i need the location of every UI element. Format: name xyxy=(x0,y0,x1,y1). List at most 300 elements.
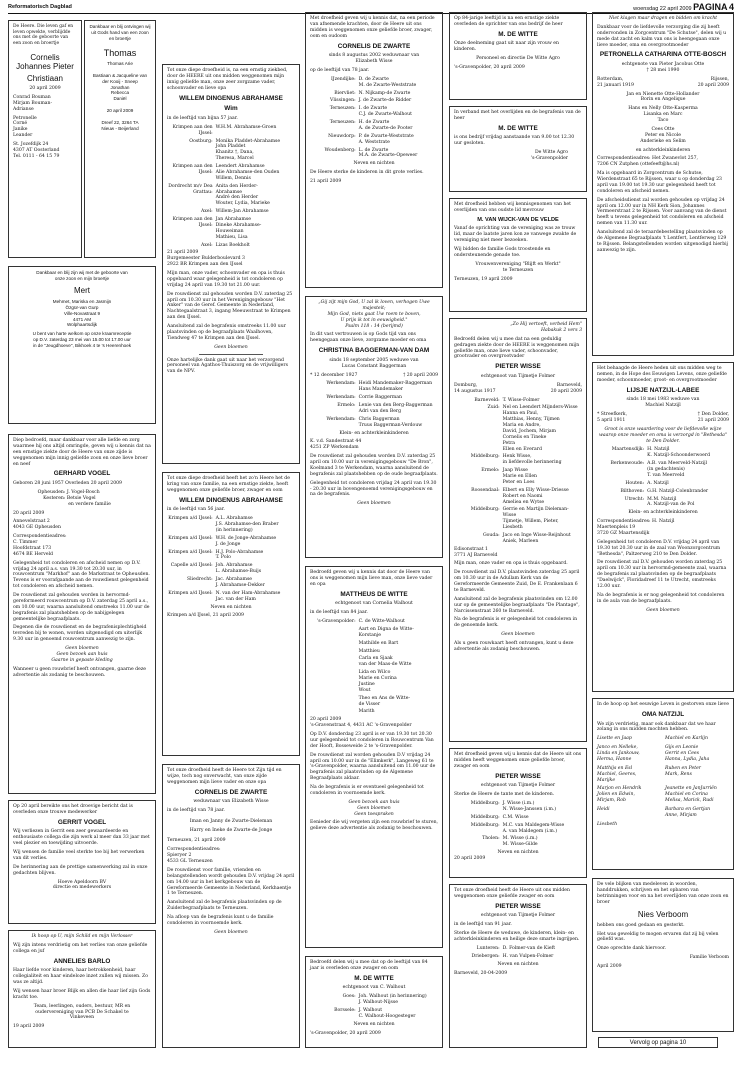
body-text: De herinnering aan de prettige samenwerking zal in onze gedachten blijven. xyxy=(13,864,148,876)
family-entry-place: Middelburg: xyxy=(470,454,500,460)
family-entry-place xyxy=(310,649,359,655)
spouse: sinds 18 september 2005 weduwe van Lucas Constant Baggerman xyxy=(329,357,419,369)
lifespan: Rotterdam, 21 januari 1919 Rijssen, 20 april 2009 xyxy=(597,76,729,88)
ad-date: 21 april 2009 xyxy=(167,250,199,256)
family-entry-place: Tholen: xyxy=(482,836,500,842)
ad-intro: Bedroefd geven wij u kennis dat door de Heere van ons is weggenomen mijn lieve man, onze lieve vader en opa xyxy=(310,570,433,587)
ad-death-mdewitte-inlaws xyxy=(305,956,443,1048)
family-entry-place xyxy=(310,670,359,694)
quote: „Gij zijt mijn God, U zal ik loven, verhogen Uwe majesteit; Mijn God, niets gaat Uw roem te boven, U prijs ik tot in eeuwigheid." Psalm 118 : 14 (berijmd) xyxy=(318,300,430,329)
grandchildren-grid xyxy=(597,736,729,830)
grandchild-entry: Heidi xyxy=(597,807,610,813)
family-entry xyxy=(167,139,295,163)
body-text: Eenieder die wij vergeten zijn een rouwbrief te sturen, gelieve deze advertentie als zodanig te beschouwen. xyxy=(310,820,439,832)
family-entry-names: A.B. van Meerveld-Natzijl (in gedachtenis) T. van Meerveld xyxy=(647,461,707,478)
family-extra: en verdere familie xyxy=(68,501,111,507)
family-entry-names: Matthieu xyxy=(358,648,380,654)
body-text: Haar liefde voor kinderen, haar betrokkenheid, haar collegialiteit en haar eindeloze inzet zullen wij missen. Zo was ze altijd. xyxy=(13,968,148,986)
body-text: Onze deelneming gaat uit naar zijn vrouw en kinderen. xyxy=(454,41,559,53)
family-list xyxy=(310,994,438,1020)
grandchildren: Klein- en achterkleinkinderen xyxy=(628,510,698,516)
family-entry-names: Marith xyxy=(358,709,375,715)
ad-death-pieter-siblings xyxy=(449,748,587,878)
child-nickname: Thomas Arie xyxy=(107,60,133,66)
body-text: Gelegenheid tot condoleren D.V. vrijdag 24 april van 19.30 tot 20.30 uur in de zaal van Woonzorgcentrum "Bethesda", Paltzerweg 210 te Den Dolder. xyxy=(597,539,721,557)
family-entry xyxy=(310,381,438,393)
deceased-name: M. DE WITTE xyxy=(354,974,394,982)
family-entry-place: Krimpen a/d IJssel: xyxy=(168,590,213,596)
family-list xyxy=(167,125,295,249)
ad-date: 20 april 2009 xyxy=(454,856,486,862)
family-entry xyxy=(310,98,438,104)
place-date: Terneuzen, 21 april 2009 xyxy=(167,838,226,844)
family-list xyxy=(597,447,729,508)
body-text: Vanaf de oprichting van de vereniging was ze trouw lid, maar de laatste jaren kon ze vanwege zwakte de vereniging niet meer bezoeken. xyxy=(454,226,577,244)
ad-death-mattheus xyxy=(305,566,443,948)
family-entry-names: H. de Zwarte A. de Zwarte-de Pooter xyxy=(358,120,413,131)
family-entry-names: N. van der Ham-Abrahamse Jac. van der Ham xyxy=(215,590,281,602)
age: in de leeftijd van bijna 57 jaar. xyxy=(167,115,238,121)
signature: Vrouwenvereniging "Blijft en Werkt" te Terneuzen xyxy=(475,261,561,273)
ad-date: 20 april 2009 xyxy=(13,510,45,516)
grandchild-entry: Jeanette en JanJurriën Machiel en Corina Melisa, Marick, Rudi xyxy=(665,786,717,804)
no-flowers: Geen bloemen xyxy=(501,632,535,638)
ad-intro: Bedroefd delen wij u mee dat op de leeftijd van 84 jaar is overleden onze zwager en oom xyxy=(310,960,428,971)
family-list xyxy=(167,516,295,602)
deceased-name: CHRISTINA BAGGERMAN-VAN DAM xyxy=(318,347,430,355)
deceased-name: MATTHEUS DE WITTE xyxy=(340,590,408,598)
family-entry-place: Krimpen a/d IJssel: xyxy=(168,549,213,555)
grandchild-entry: Gijs en Leonie Gerrit en Cees Hanna, Lydia, Jaha xyxy=(665,745,710,762)
family-entry-names: Joh. Abrahamse L. Abrahamse-Buijs xyxy=(215,563,262,575)
family-entry-place: Terneuzen: xyxy=(329,120,356,126)
ad-intro: Dankbaar en blij ontvingen wij uit Gods hand van een zoon en broertje xyxy=(89,24,151,41)
ad-death-pieter-family xyxy=(449,318,587,742)
ad-death-mdewitte-company xyxy=(449,12,587,100)
ad-birth-cornelis xyxy=(8,20,82,258)
family-entry-names: H. Natzijl K. Natzijl-Schoonderwoerd xyxy=(647,447,711,459)
signature: De Witte Agro 's-Gravenpolder xyxy=(530,150,568,162)
family-entry-names: Jan Abrahamse Dineke Abrahamse- Houweiman Mathieu, Lisa xyxy=(215,217,262,240)
body-text: De rouwdienst zal gehouden worden in hervormd-gereformeerd rouwcentrum op D.V. zaterdag 25 april a.s., om 10.00 uur, waarna aansluitend omstreeks 11.00 uur de begrafenis zal plaatshebben op de nabijgelegen gemeentelijke begraafplaats. xyxy=(13,593,150,622)
body-text: Aansluitend zal de begrafenis plaatsvinden om 12.00 uur op de gemeentelijke begraafplaats "De Plantage", Narcissenstraat 260 te Barneveld. xyxy=(454,596,580,614)
family-entry-place: Nieuwdorp: xyxy=(328,133,356,139)
family: Hans en Nelly Otte-Kasperma Lisanka en Marc Taco xyxy=(628,106,698,124)
body-text: Op D.V. donderdag 23 april is er van 19.30 tot 20.30 uur gelegenheid tot condoleren in Rouwcentrum Van der Hooft, Bosseweide 2 te 's-Gravenpolder. xyxy=(310,732,434,749)
no-visits: Geen bezoek aan huis xyxy=(348,799,400,805)
deceased-name: PIETER WISSE xyxy=(495,363,541,371)
family-entry xyxy=(310,1008,438,1020)
body-text: De rouwdienst zal gehouden worden D.V. zaterdag 25 april om 10.00 uur in verenigingsgebouw "De Bron", Koelmand 3 te Werkendam, waarna aansluitend de begrafenis zal plaatshebben op de oude begraafplaats. xyxy=(310,454,438,477)
body-text: Mijn man, onze vader en opa is thuis opgebaard. xyxy=(454,561,568,567)
family-entry xyxy=(167,209,295,215)
no-flowers: Geen bloemen xyxy=(357,501,391,507)
spouse: sinds 18 mei 1983 weduwe van Machiel Natzijl xyxy=(626,397,700,409)
family-entry xyxy=(167,577,295,589)
nephews: Neven en nichten xyxy=(497,850,539,856)
family-entry-names: M. Wisse (i.m.) M. Wisse-Gilde xyxy=(502,836,538,848)
deceased-name: CORNELIS DE ZWARTE xyxy=(337,42,411,50)
family-entry-names: Nel en Leendert Mijnders-Wisse Hanna en Paul, Matthias, Henny, Tijmen Maria en Andre, David, Jochem, Mirjam Cornelis en Tineke Petra Ellen en Everard xyxy=(502,405,578,452)
ad-date: 21 april 2009 xyxy=(310,179,342,185)
grandchild-entry: Matthijs en Esl Machiel, Geeres, Marijke xyxy=(597,765,637,783)
family-entry xyxy=(454,801,582,813)
birth-date: 20 april 2009 xyxy=(29,86,61,92)
family-entry-names: Chris Baggerman Truus Baggerman-Verdouw xyxy=(358,416,423,428)
family-entry xyxy=(597,497,729,509)
body-text: Gelegenheid tot condoleren vrijdag 24 april van 19.30 - 20.30 uur in bovengenoemd verenigingsgebouw en na de begrafenis. xyxy=(310,480,437,498)
family-entry-names: W.H. de Jonge-Abrahamse J. de Jonge xyxy=(215,535,277,547)
body-text: We zijn verdrietig, maar ook dankbaar dat we haar zolang in ons midden mochten hebben. xyxy=(597,721,716,733)
divider xyxy=(199,354,263,355)
body-text: Sterke de Heere de weduwe, de kinderen, klein- en achterkleinkinderen en heilige deze smarte ingrijpen. xyxy=(454,931,580,943)
family-entry-names: Jac. Abrahamse J. Abrahamse-Dekker xyxy=(215,577,265,588)
family-entry xyxy=(310,656,438,668)
family-entry-place: Dordrecht m/v Dea Grattau: xyxy=(168,183,213,195)
family-entry-names: T. Wisse-Folmer xyxy=(502,397,540,403)
family-entry-place: Middelburg: xyxy=(470,801,500,807)
family-entry-place: Roosendaal: xyxy=(471,487,500,493)
ad-intro: Op 20 april bereikte ons het droevige bericht dat is overleden onze trouwe medewerker xyxy=(13,804,133,815)
family-entry xyxy=(310,148,438,160)
ad-birth-mert xyxy=(8,266,156,424)
ad-death-wim-family xyxy=(162,64,300,464)
ad-death-wim-siblings xyxy=(162,472,300,756)
ad-date: Terneuzen, 19 april 2009 xyxy=(454,276,513,282)
no-flowers: Geen bloemen xyxy=(646,607,680,613)
body-text: Het was geweldig te mogen ervaren dat zij bij velen geliefd was. xyxy=(597,931,719,943)
family-entry-place: Axel: xyxy=(200,242,213,248)
ad-date: 20 april 2009 xyxy=(310,717,342,723)
correspondence-label: Correspondentieadres: xyxy=(167,847,221,853)
family-entry-place: Bilthoven: xyxy=(620,488,645,494)
parents: Conrad Bouman Mirjam Bouman- Adrianse xyxy=(13,94,53,112)
family-entry xyxy=(310,403,438,415)
age: in de leeftijd van 78 jaar. xyxy=(167,808,225,814)
body-text: Ma is opgebaard in Zorgcentrum de Schutse, Wierdenstraat 65 te Rijssen, waar u op donderdag 23 april van 19.00 tot 19.30 uur gelegenheid heeft tot condoleren en afscheid nemen. xyxy=(597,171,722,194)
family-entry xyxy=(310,670,438,694)
lifespan: Geboren 28 juni 1957 Overleden 20 april 2009 xyxy=(13,481,122,487)
correspondence: Correspondentieadres: Het Zwanevlot 257, 7206 CN Zutphen (ottefeeft@hs.nl) xyxy=(597,156,698,168)
age: in de leeftijd van 84 jaar. xyxy=(310,610,368,616)
body-text: Sterke de Heere de tante met de kinderen. xyxy=(454,792,555,798)
ad-intro: In de hoop op het eeuwige Leven is gestorven onze lieve xyxy=(597,702,729,707)
family-entry-names: J. Walhout C. Walhout-Hoogesteger xyxy=(358,1008,416,1019)
family-entry-names: D. Folmer-van de Kieft xyxy=(502,945,556,951)
family-entry-place xyxy=(310,696,359,708)
deceased-name: OMA NATZIJL xyxy=(641,710,685,718)
body-text: Onze oprechte dank hiervoor. xyxy=(597,946,667,952)
ad-intro: Dankbaar voor de liefdevolle verzorging die zij heeft ondervonden in Zorgcentrum "De Schutse", delen wij u mede dat zacht en kalm van ons is heengegaan onze lieve moeder, oma en overgrootmoeder xyxy=(597,24,727,48)
ad-date: Barneveld, 20-04-2009 xyxy=(454,970,508,976)
family-list xyxy=(454,946,582,960)
family-entry xyxy=(454,454,582,466)
grandchildren: en achterkleinkinderen xyxy=(635,147,691,153)
correspondence-label: Correspondentieadres: xyxy=(13,534,67,540)
address: Burgemeester Bulderboulevard 3 2922 BR Krimpen aan den IJssel xyxy=(167,256,245,268)
family-entry-place: Oostburg: xyxy=(189,138,213,144)
spouse: sinds 8 augustus 2002 weduwnaar van Elizabeth Wisse xyxy=(328,53,420,65)
family-entry-place: Krimpen aan den IJssel: xyxy=(172,124,213,136)
family-entry xyxy=(167,591,295,603)
nephews: Neven en nichten xyxy=(353,1021,395,1027)
body-text: Na afloop van de begrafenis kunt u de familie condoleren in voornoemde kerk. xyxy=(167,915,274,926)
grandchild-entry: Ruben en Peter Mark, Rens xyxy=(665,765,701,777)
invitation: U bent van harte welkom op onze kraamreceptie op D.V. zaterdag 23 mei van 15.00 tot 17.00 uur in de "Jeugdhoeve", Bikhoek 4 te 's Heerenhoek xyxy=(32,331,132,349)
family-entry-place xyxy=(310,709,359,715)
family-entry-place: Biervliet: xyxy=(334,90,356,96)
body-text: Wij wensen de familie veel sterkte toe bij het verwerken van dit verlies. xyxy=(13,850,145,861)
family-entry-place: Krimpen a/d IJssel: xyxy=(168,516,213,522)
family-entry-place: Zuid: xyxy=(487,405,500,411)
family-entry-place: Ermelo: xyxy=(481,468,500,474)
family-entry-place: Axel: xyxy=(200,209,213,215)
family-row: Opheusden: J. Vogel-Bosch xyxy=(37,489,100,495)
family-entry-place: Ermelo: xyxy=(337,403,356,409)
newspaper-title: Reformatorisch Dagblad xyxy=(8,4,72,10)
ad-intro: Diep bedroefd, maar dankbaar voor alle liefde en zorg waarmee hij ons altijd omringde, geven wij u kennis dat na een ernstige ziekte door de Heere van onze zijde is weggenomen mijn innig geliefde zoon en onze lieve broer en neef xyxy=(13,438,151,467)
body-text: Aansluitend zal de begrafenis omstreeks 11.00 uur plaatsvinden op de begraafplaats Waalhoven, Tiendweg 47 te Krimpen aan den IJssel. xyxy=(167,324,286,341)
body-text: De rouwdienst zal gehouden worden D.V. zaterdag 25 april om 10.30 uur in het Verenigingsgebouw "Het Anker" van de Geref. Gemeente in Nederland, Nachtegaalstraat 3, ingang Meeuwstraat te Krimpen aan den IJssel. xyxy=(167,291,293,321)
family-entry-place: Krimpen a/d IJssel: xyxy=(168,535,213,541)
body-text: De Heere sterke de kinderen in dit grote verlies. xyxy=(310,170,424,176)
family-entry-place: Driebergen: xyxy=(471,953,500,959)
family-row: Kesteren: Betsie Vogel xyxy=(43,495,96,501)
ad-intro: De Heere. Die leven gaf en leven opwekte, verblijdde ons met de geboorte van een zoon en broertje xyxy=(13,24,74,46)
family-entry-place xyxy=(310,656,359,668)
family-entry-names: P. de Zwarte-Weststrate A. Weststrate xyxy=(358,133,414,145)
no-visits: Geen bezoek aan huis xyxy=(56,651,108,657)
address: K. v.d. Sandestraat 44 4251 ZP Werkendam xyxy=(310,439,362,451)
family-entry xyxy=(310,696,438,708)
dress-note: Gaarne in gepaste kleding xyxy=(51,657,113,663)
ad-death-christina xyxy=(305,296,443,558)
family-entry-place: IJzendijke: xyxy=(330,76,356,82)
deceased-name: GERRIT VOGEL xyxy=(57,818,107,826)
family-entry-names: Elbert en Elly Wisse-Driesse Robert en Naomi Ameliea en Wytse xyxy=(502,487,569,505)
child-nickname: Christiaan xyxy=(26,73,63,83)
family-entry xyxy=(597,481,729,487)
family-entry xyxy=(167,536,295,548)
family-entry-names: W.H.M. Abrahamse-Groen xyxy=(215,124,277,130)
grandchild-entry: Machiel en Karlijn xyxy=(665,736,708,742)
family-entry xyxy=(310,91,438,97)
family-entry xyxy=(167,550,295,562)
nephews: Neven en nichten xyxy=(353,161,395,167)
family-entry-names: Lizas Boekholt xyxy=(215,242,250,248)
family-list xyxy=(454,398,582,545)
family-entry-names: Joh. Walhout (in herinnering) J. Walhout-Nijsse xyxy=(358,994,427,1006)
body-text: is ons bedrijf vrijdag aanstaande van 9.00 tot 12.30 uur gesloten. xyxy=(454,135,575,147)
family-entry-names: J. de Zwarte-de Ridder xyxy=(358,98,412,104)
family-entry-names: J. Wisse (i.m.) N. Wisse-Janssen (i.m.) xyxy=(502,801,557,812)
family-entry xyxy=(310,709,438,715)
body-text: Mijn man, onze vader, schoonvader en opa is thuis opgebaard waar gelegenheid is tot condoleren op vrijdag 24 april van 19.30 tot 21.00 uur. xyxy=(167,271,285,288)
family-entry-place: Barneveld: xyxy=(474,397,500,403)
ad-date: 's-Gravenpolder, 20 april 2009 xyxy=(310,1030,381,1036)
nephews: Neven en nichten xyxy=(210,604,252,610)
family: Iman en Janny de Zwarte-Dieleman Harry en Ineke de Zwarte-de Jonge xyxy=(189,819,273,834)
family-entry-place: Woudenberg: xyxy=(324,147,356,153)
family-entry xyxy=(454,823,582,835)
birth-date: 20 april 2009 xyxy=(106,108,134,114)
family-entry-place: Houten: xyxy=(625,480,645,486)
address: Edisonstraat 1 3771 AJ Barneveld xyxy=(454,546,498,558)
family-entry-names: Carla en Sjaak van der Maas-de Witte xyxy=(358,656,412,668)
family-entry xyxy=(310,77,438,89)
family-entry xyxy=(454,533,582,545)
family-entry-place: Werkendam: xyxy=(326,381,356,387)
deceased-name: M. DE WITTE xyxy=(498,124,538,132)
age: op de leeftijd van 78 jaar. xyxy=(310,67,370,73)
ad-date: Krimpen a/d IJssel, 21 april 2009 xyxy=(167,613,244,619)
grandchild-entry: Lisette en Jaap xyxy=(597,736,632,742)
deceased-name: PIETER WISSE xyxy=(495,902,541,910)
deceased-nickname: Wim xyxy=(224,105,238,113)
family-entry xyxy=(597,461,729,479)
grandchild-entry: Liesbeth xyxy=(597,821,618,827)
signature: Familie Verboom xyxy=(689,955,729,961)
family-entry-names: Leendert Abrahamse Alie Abrahamse-den Ouden Willem, Dennis xyxy=(215,164,280,181)
deceased-name: LIJSJE NATZIJL-LABEE xyxy=(626,386,700,394)
family-entry-names: Gerrie en Martijn Dieleman- Wisse Tijmetje, Willem, Pieter, Liesbeth xyxy=(502,507,569,531)
correspondence-address: Spieryer 2 4533 GL Terneuzen xyxy=(167,853,213,865)
ad-death-lusje xyxy=(592,362,734,692)
family-entry-names: G.H. Natzijl-Colenbrander xyxy=(647,488,709,494)
family-entry xyxy=(310,417,438,429)
ad-death-gerhard xyxy=(8,434,156,794)
family-entry-place: Goes: xyxy=(342,994,356,1000)
page-number: 4 xyxy=(728,2,734,12)
family-entry xyxy=(454,815,582,821)
family-entry xyxy=(310,134,438,146)
deceased-name: PIETER WISSE xyxy=(495,772,541,780)
correspondence-address: C. Timmer Hoofdstraat 173 4674 BE Herveld xyxy=(13,540,53,557)
family-entry-names: A.L. Abrahamse J.S. Abrahamse-den Braber (in herinnering) xyxy=(215,516,279,533)
family-entry-names: Henk Wisse, in liefdevolle herinnering xyxy=(502,454,562,466)
ad-intro: Met droefheid geven wij u kennis dat, na een periode van afnemende krachten, door de Heere uit ons midden is weggenomen onze geliefde broer, zwager, oom en oudoom xyxy=(310,16,435,39)
family-entry-place: Maartensdijk: xyxy=(611,447,645,453)
family-entry xyxy=(454,488,582,506)
body-text: De rouwdienst zal D.V. gehouden worden zaterdag 25 april om 10.30 uur in hervormd-gemeente zaal, waarna de begrafenis zal plaatsvinden op de begraafplaats "Daelwijck", Floridadreef 11 te Utrecht, omstreeks 12.00 uur. xyxy=(597,560,727,589)
continued-on-page-link[interactable]: Vervolg op pagina 10 xyxy=(598,1037,718,1048)
spouse: echtgenoot van Tijmetje Folmer xyxy=(480,783,556,789)
no-flowers: Geen bloemen xyxy=(65,646,99,652)
ad-intro: Tot onze diepe droefheid heeft het zo'n Heere het de kring van onze familie, na een ernstige ziekte, heeft weggenomen onze geliefde broer, zwager en oom xyxy=(167,476,290,493)
family-entry-place: Capelle a/d IJssel: xyxy=(170,563,213,569)
family-list xyxy=(310,381,438,428)
family-entry xyxy=(310,641,438,647)
nephews: Neven en nichten xyxy=(497,961,539,967)
family-entry-names: Anita den Herder- Abrahamse André den Herder Wouter, Lydia, Marieke xyxy=(215,183,270,207)
family-entry xyxy=(454,836,582,848)
family-entry-place: Krimpen aan den IJssel: xyxy=(172,164,213,175)
grandchild-entry: Barbara en Gertjan Anne, Mirjam xyxy=(665,807,711,818)
no-flowers: Geen bloemen xyxy=(214,344,248,350)
deceased-name: WILLEM DINGENUS ABRAHAMSE xyxy=(179,94,283,102)
child-name: Thomas xyxy=(103,47,137,58)
ad-closure-notice xyxy=(449,106,587,192)
family-entry-names: Willem-Jan Abrahamse xyxy=(215,209,269,215)
grandchild-entry: Marjon en Hendrik Jolien en Edwin, Mirjam, Rob xyxy=(597,786,642,804)
deceased-name: ANNELIES BARLO xyxy=(53,957,111,965)
family-entry xyxy=(310,120,438,132)
family-entry-place: Berkenwoude: xyxy=(610,461,645,467)
ad-death-wick xyxy=(449,198,587,312)
family-entry-names: Aart en Digna de Witte- Korstanje xyxy=(358,626,414,638)
family-entry-place: Borssele: xyxy=(334,1008,356,1014)
family-entry-names: Lida en Wilco Marie en Corina Justine Wout xyxy=(358,670,397,693)
family-entry-place: Middelburg: xyxy=(470,507,500,513)
family-entry-names: C. de Witte-Walhout xyxy=(358,619,405,625)
family-entry xyxy=(454,398,582,404)
signature: Personeel en directie De Witte Agro xyxy=(476,56,560,62)
family-entry-names: Heidi Mandemaker-Baggerman Hans Mandemaker xyxy=(358,381,433,393)
family-entry-names: M.C. van Maldegem-Wisse A. van Maldegem (i.m.) xyxy=(502,822,565,834)
family-entry-names: L. de Zwarte M.A. de Zwarte-Opeweer xyxy=(358,147,418,159)
ad-intro: De vele blijken van medeleven in woorden, handdrukken, schrijven en het opbaren van betrinningen voor en na het overlijden van onze zoon en broer xyxy=(597,882,729,905)
family-entry-names: M.M. Natzijl A. Natzijl-van de Pol xyxy=(647,496,695,508)
family-entry xyxy=(454,468,582,486)
parents: Bastiaan & Jacqueline van der Kooij - Sneep Jonathan Rebecca Daniël xyxy=(92,72,148,102)
family-entry xyxy=(597,447,729,459)
spouse: echtgenoot van Cornelia Walhout xyxy=(335,601,413,607)
family-entry-place xyxy=(310,627,359,639)
ad-intro: In verband met het overlijden en de begrafenis van de heer xyxy=(454,110,581,121)
lifespan: Domburg, 14 augustus 1917 Barneveld, 20 april 2009 xyxy=(454,382,582,394)
spouse: echtgenoot van C. Walhout xyxy=(342,985,406,991)
family-entry-names: N. Nijkamp-de Zwarte xyxy=(358,90,411,96)
family: Cees Otte Peter en Nicole Anderieke en Selim xyxy=(640,126,686,144)
body-text: Aansluitend zal de teraardebestelling plaatsvinden op de Algemene Begraafplaats 't Lentfert, Lentferweg 129 te Rijssen. Belangstellenden worden uitgenodigd hierbij aanwezig te zijn. xyxy=(597,230,729,253)
family-list xyxy=(454,801,582,848)
family-entry-place: Middelburg: xyxy=(470,814,500,820)
body-text: Wanneer u geen rouwbrief heeft ontvangen, gaarne deze advertentie als zodanig te beschouwen. xyxy=(13,666,146,678)
quote: Ik hoop op U, mijn Schild en mijn Verlosser xyxy=(31,934,133,939)
family-entry-place: Sliedrecht: xyxy=(187,577,213,583)
family-entry-names: Mathilde en Bart xyxy=(358,640,399,646)
family-entry-place: Werkendam: xyxy=(326,416,356,422)
family-list xyxy=(310,77,438,160)
ad-intro: In dit vast vertrouwen is op Gods tijd van ons heengegaan onze lieve, zorgzame moeder en oma xyxy=(310,332,427,344)
body-text: Gelegenheid tot condoleren en afscheid nemen op D.V. vrijdag 24 april a.s. van 19.30 tot 20.30 uur, in rouwcentrum "Markhof" aan de Markstraat te Opheusden. Tevens is er voorafgaande aan de rouwdienst gelegenheid tot condoleren en afscheid nemen. xyxy=(13,560,150,590)
ad-intro: Met droefheid geven wij u kennis dat de Heere uit ons midden heeft weggenomen onze geliefde broer, zwager en oom xyxy=(454,752,582,769)
family-list xyxy=(310,619,438,715)
no-flowers: Geen bloemen xyxy=(214,929,248,935)
care-thanks: Groot is onze waardering voor de liefdevolle wijze waarop onze moeder en oma is verzorgd in "Bethesda" te Den Dolder. xyxy=(599,426,727,444)
family-entry-names: I. de Zwarte C.J. de Zwarte-Walhout xyxy=(358,106,412,118)
family-entry xyxy=(597,489,729,495)
body-text: Wij wensen haar broer Blijk en allen die haar lief zijn Gods kracht toe. xyxy=(13,988,151,1000)
ad-intro: Tot onze droefheid heeft de Heere tot Zijn tijd en wijze, toch nog onverwacht, van onze zijde weggenomen mijn lieve vader en onze opa xyxy=(167,768,282,785)
grandchild-entry xyxy=(665,822,729,828)
ad-date: 19 april 2009 xyxy=(13,1024,45,1030)
child-name: Mert xyxy=(74,285,90,295)
ad-death-cornelis-children xyxy=(162,764,300,1048)
signature: Hoeve Apeldoorn BV directie en medewerkers xyxy=(52,879,112,891)
page-label: PAGINA xyxy=(693,2,728,12)
lifespan: * Streefkerk, 5 april 1911 † Den Dolder, 21 april 2009 xyxy=(597,412,729,423)
family-entry-names: Corrie Baggerman xyxy=(358,395,402,401)
family-entry xyxy=(454,507,582,531)
body-text: Onze hartelijke dank gaat uit naar het verzorgend personeel van Agathos-Thuiszorg en de vrijwilligers van de NPV. xyxy=(167,357,288,375)
ad-date: April 2009 xyxy=(597,964,622,970)
deceased-name: CORNELIS DE ZWARTE xyxy=(194,788,268,796)
body-text: Wij bidden de familie Gods troostende en ondersteunende genade toe. xyxy=(454,247,551,258)
body-text: Aansluitend zal de begrafenis plaatsvinden op de Zuiderbegraafplaats te Terneuzen. xyxy=(167,900,282,912)
ad-death-annelies xyxy=(8,930,156,1048)
family-entry xyxy=(310,994,438,1006)
